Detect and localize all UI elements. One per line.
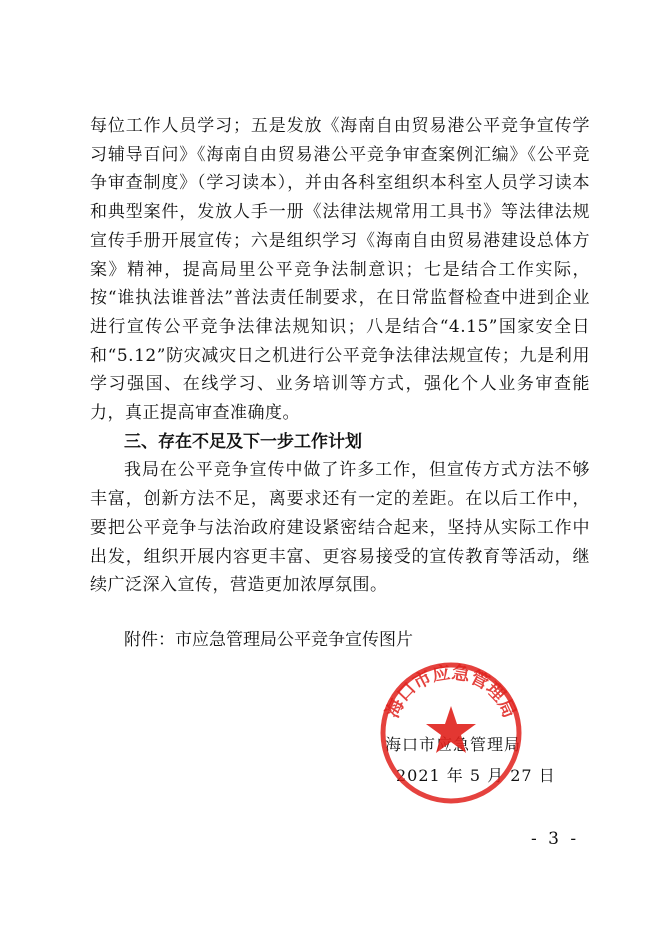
paragraph-shortcomings: 我局在公平竞争宣传中做了许多工作，但宣传方式方法不够丰富，创新方法不足，离要求还有一定的差距。在以后工作中，要把公平竞争与法治政府建设紧密结合起来，坚持从实际工作中出发，组织开展内容更丰富、更容易接受的宣传教育等活动，继续广泛深入宣传，营造更加浓厚氛围。 [90,460,590,596]
section-heading: 三、存在不足及下一步工作计划 [124,431,362,452]
seal-star-icon [426,706,476,753]
official-seal-stamp [378,660,524,806]
attachment-line: 附件：市应急管理局公平竞争宣传图片 [124,629,413,650]
paragraph-measures: 每位工作人员学习；五是发放《海南自由贸易港公平竞争宣传学习辅导百问》《海南自由贸易港公平竞争审查案例汇编》《公平竞争审查制度》（学习读本），并由各科室组织本科室人员学习读本和典型案件，发放人手一册《法律法规常用工具书》等法律法规宣传手册开展宣传；六是组织学习《海南自由贸易港建设总体方案》精神，提高局里公平竞争法制意识；七是结合工作实际，按“谁执法谁普法”普法责任制要求，在日常监督检查中进到企业进行宣传公平竞争法律法规知识；八是结合“4.15”国家安全日和“5.12”防灾减灾日之机进行公平竞争法律法规宣传；九是利用学习强国、在线学习、业务培训等方式，强化个人业务审查能力，真正提高审查准确度。 [90,116,590,424]
seal-text: 海口市应急管理局 [382,662,520,722]
signature-org: 海口市应急管理局 [385,735,522,754]
document-body [90,112,590,672]
page-number: - 3 - [531,829,580,849]
signature-date: 2021 年 5 月 27 日 [396,766,556,785]
